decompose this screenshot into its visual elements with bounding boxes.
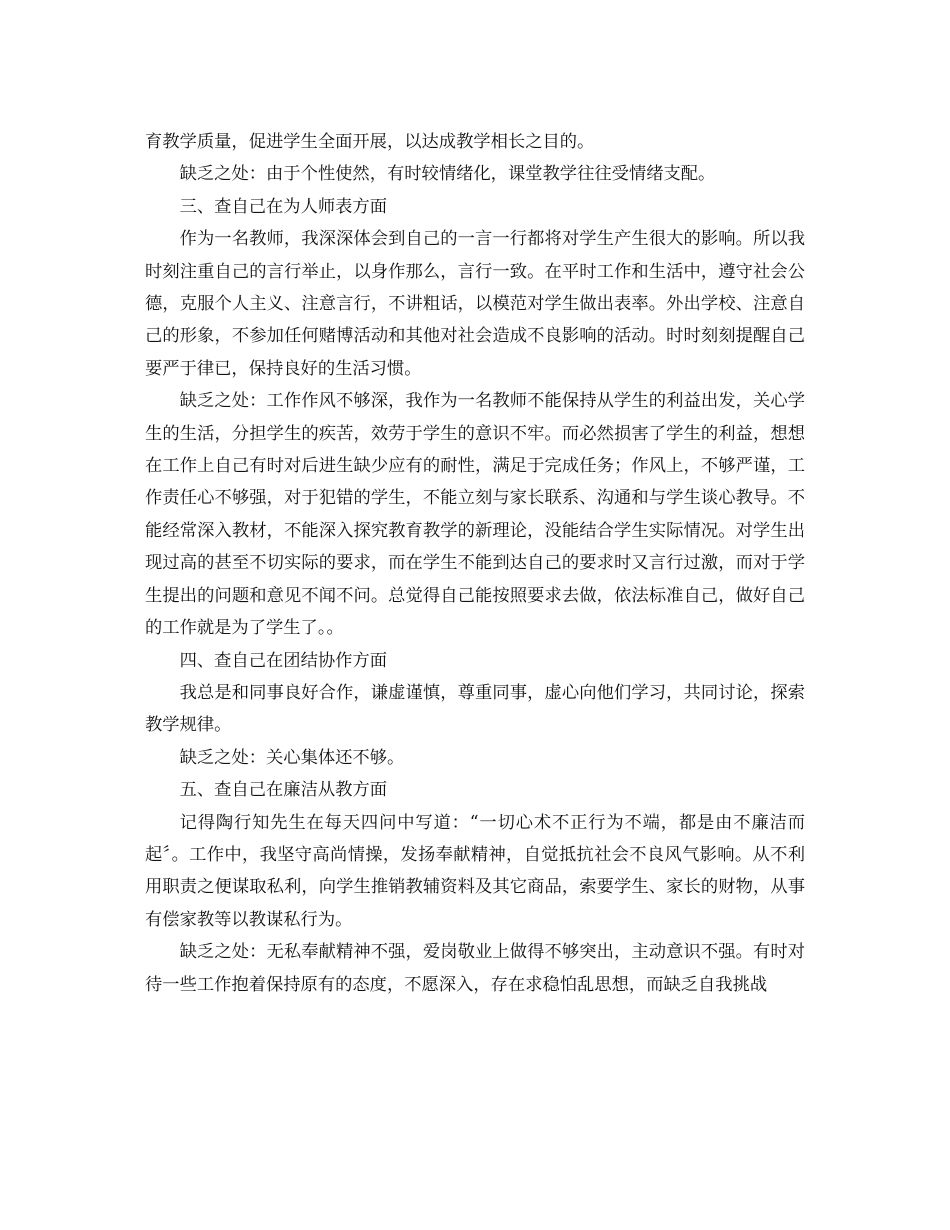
paragraph-shortcoming-1: 缺乏之处：由于个性使然，有时较情绪化，课堂教学往往受情绪支配。 (179, 164, 716, 185)
paragraph-teamwork: 我总是和同事良好合作，谦虚谨慎，尊重同事，虚心向他们学习，共同讨论，探索教学规律。 (145, 682, 805, 736)
document-page (145, 126, 805, 1001)
paragraph-role-model: 作为一名教师，我深深体会到自己的一言一行都将对学生产生很大的影响。所以我时刻注重自己的言行举止，以身作那么，言行一致。在平时工作和生活中，遵守社会公德，克服个人主义、注意言行，不讲粗话，以模范对学生做出表率。外出学校、注意自己的形象，不参加任何赌博活动和其他对社会造成不良影响的活动。时时刻刻提醒自己要严于律已，保持良好的生活习惯。 (145, 229, 805, 379)
section-heading-4: 四、查自己在团结协作方面 (179, 650, 387, 671)
paragraph-shortcoming-2: 缺乏之处：工作作风不够深，我作为一名教师不能保持从学生的利益出发，关心学生的生活，分担学生的疾苦，效劳于学生的意识不牢。而必然损害了学生的利益，想想在工作上自己有时对后进生缺少应有的耐性，满足于完成任务；作风上，不够严谨，工作责任心不够强，对于犯错的学生，不能立刻与家长联系、沟通和与学生谈心教导。不能经常深入教材，不能深入探究教育教学的新理论，没能结合学生实际情况。对学生出现过高的甚至不切实际的要求，而在学生不能到达自己的要求时又言行过激，而对于学生提出的问题和意见不闻不问。总觉得自己能按照要求去做，依法标准自己，做好自己的工作就是为了学生了。。 (145, 391, 805, 639)
section-heading-5: 五、查自己在廉洁从教方面 (179, 780, 387, 801)
paragraph-continuation: 育教学质量，促进学生全面开展，以达成教学相长之目的。 (145, 132, 595, 152)
paragraph-integrity: 记得陶行知先生在每天四问中写道：“一切心术不正行为不端，都是由不廉洁而起〞。工作中，我坚守高尚情操，发扬奉献精神，自觉抵抗社会不良风气影响。从不利用职责之便谋取私利，向学生推销教辅资料及其它商品，索要学生、家长的财物，从事有偿家教等以教谋私行为。 (145, 812, 805, 930)
paragraph-shortcoming-4: 缺乏之处：无私奉献精神不强，爱岗敬业上做得不够突出，主动意识不强。有时对待一些工作抱着保持原有的态度，不愿深入，存在求稳怕乱思想，而缺乏自我挑战 (145, 942, 805, 995)
paragraph-shortcoming-3: 缺乏之处：关心集体还不够。 (179, 747, 405, 768)
section-heading-3: 三、查自己在为人师表方面 (179, 196, 387, 217)
